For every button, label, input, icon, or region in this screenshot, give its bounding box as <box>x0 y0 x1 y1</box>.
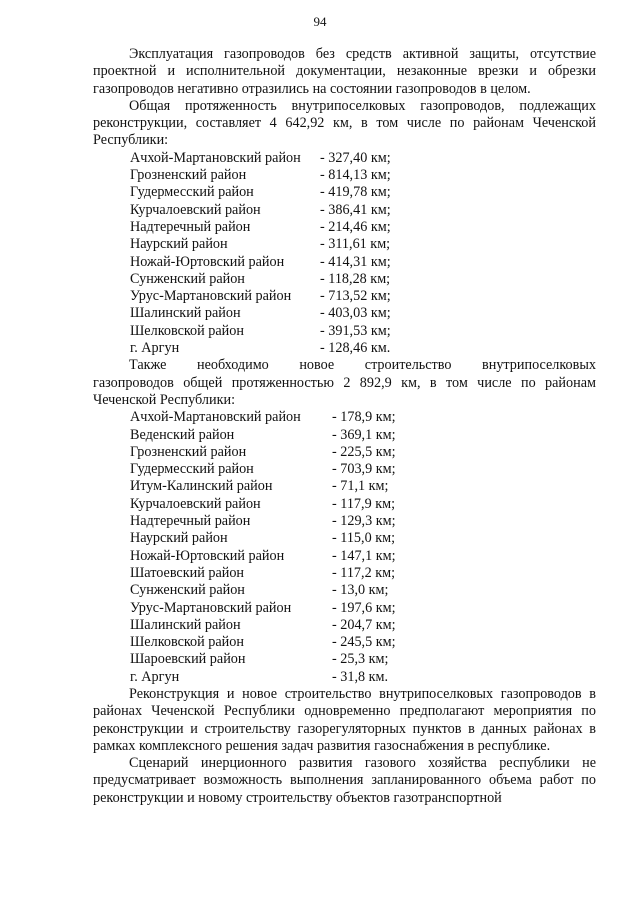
district-name: Итум-Калинский район <box>130 478 273 495</box>
district-length: - 197,6 км; <box>332 599 396 616</box>
district-length: - 414,31 км; <box>320 253 391 270</box>
district-length: - 386,41 км; <box>320 201 391 218</box>
district-row <box>130 634 596 651</box>
district-row <box>130 548 596 565</box>
district-row <box>130 219 596 236</box>
district-row <box>130 600 596 617</box>
district-name: Шалинский район <box>130 305 241 322</box>
district-name: Шатоевский район <box>130 564 245 581</box>
district-row <box>130 167 596 184</box>
word: Также <box>129 357 167 374</box>
district-length: - 419,78 км; <box>320 184 391 201</box>
district-name: Веденский район <box>130 426 235 443</box>
district-length: - 147,1 км; <box>332 547 396 564</box>
paragraph-construction-first-line <box>93 357 596 374</box>
word: внутрипоселковых <box>482 357 596 374</box>
word: необходимо <box>196 357 269 374</box>
district-length: - 245,5 км; <box>332 634 396 651</box>
district-row <box>130 496 596 513</box>
district-length: - 713,52 км; <box>320 288 391 305</box>
construction-district-list <box>130 409 596 686</box>
district-length: - 327,40 км; <box>320 149 391 166</box>
district-name: Ножай-Юртовский район <box>130 547 285 564</box>
district-length: - 204,7 км; <box>332 616 396 633</box>
district-row <box>130 323 596 340</box>
district-row <box>130 271 596 288</box>
district-row <box>130 461 596 478</box>
district-name: Наурский район <box>130 236 228 253</box>
district-name: Урус-Мартановский район <box>130 288 292 305</box>
district-row <box>130 617 596 634</box>
district-name: г. Аргун <box>130 340 180 357</box>
reconstruction-district-list <box>130 150 596 358</box>
district-row <box>130 202 596 219</box>
district-row <box>130 305 596 322</box>
district-length: - 118,28 км; <box>320 270 391 287</box>
district-name: Грозненский район <box>130 167 247 184</box>
district-row <box>130 565 596 582</box>
district-name: Курчалоевский район <box>130 201 261 218</box>
district-length: - 71,1 км; <box>332 478 389 495</box>
district-name: Надтеречный район <box>130 218 251 235</box>
district-name: Ножай-Юртовский район <box>130 253 285 270</box>
district-name: Урус-Мартановский район <box>130 599 292 616</box>
district-length: - 403,03 км; <box>320 305 391 322</box>
district-row <box>130 340 596 357</box>
district-row <box>130 150 596 167</box>
district-name: Гудермесский район <box>130 184 254 201</box>
district-row <box>130 254 596 271</box>
district-length: - 13,0 км; <box>332 582 389 599</box>
district-row <box>130 582 596 599</box>
district-length: - 117,9 км; <box>332 495 396 512</box>
district-length: - 128,46 км. <box>320 340 391 357</box>
district-name: Наурский район <box>130 530 228 547</box>
paragraph-operation: Эксплуатация газопроводов без средств активной защиты, отсутствие проектной и исполнительной документации, незаконные врезки и обрезки газопроводов негативно отразились на состоянии газопроводов в целом. <box>93 46 596 97</box>
district-row <box>130 427 596 444</box>
district-row <box>130 478 596 495</box>
district-row <box>130 530 596 547</box>
district-row <box>130 669 596 686</box>
district-row <box>130 513 596 530</box>
district-length: - 129,3 км; <box>332 513 396 530</box>
paragraph-construction <box>93 357 596 409</box>
district-name: Надтеречный район <box>130 513 251 530</box>
paragraph-construction-rest: газопроводов общей протяженностью 2 892,9 км, в том числе по районам Чеченской Республики: <box>93 374 596 408</box>
district-name: г. Аргун <box>130 668 180 685</box>
district-length: - 31,8 км. <box>332 668 389 685</box>
word: новое <box>299 357 335 374</box>
district-length: - 115,0 км; <box>332 530 396 547</box>
district-name: Шароевский район <box>130 651 246 668</box>
district-name: Ачхой-Мартановский район <box>130 149 301 166</box>
district-length: - 225,5 км; <box>332 443 396 460</box>
district-name: Шелковской район <box>130 634 244 651</box>
district-length: - 25,3 км; <box>332 651 389 668</box>
district-row <box>130 288 596 305</box>
district-length: - 703,9 км; <box>332 461 396 478</box>
paragraph-grp: Реконструкция и новое строительство внутрипоселковых газопроводов в районах Чеченской Республики одновременно предполагают мероприятия по реконструкции и строительству газорегуляторных пунктов в данных районах в рамках комплексного решения задач развития газоснабжения в республике. <box>93 685 596 754</box>
district-name: Грозненский район <box>130 443 247 460</box>
district-length: - 214,46 км; <box>320 218 391 235</box>
word: строительство <box>364 357 452 374</box>
district-length: - 311,61 км; <box>320 236 391 253</box>
paragraph-reconstruction-total: Общая протяженность внутрипоселковых газопроводов, подлежащих реконструкции, составляет 4 642,92 км, в том числе по районам Чеченской Республики: <box>93 97 596 149</box>
district-row <box>130 409 596 426</box>
district-row <box>130 184 596 201</box>
district-length: - 117,2 км; <box>332 564 396 581</box>
district-name: Шелковской район <box>130 322 244 339</box>
document-body <box>93 46 596 807</box>
paragraph-scenario: Сценарий инерционного развития газового хозяйства республики не предусматривает возможность выполнения запланированного объема работ по реконструкции и новому строительству объектов газотранспортной <box>93 755 596 806</box>
district-row <box>130 651 596 668</box>
district-length: - 369,1 км; <box>332 426 396 443</box>
district-name: Сунженский район <box>130 270 245 287</box>
district-length: - 391,53 км; <box>320 322 391 339</box>
district-length: - 178,9 км; <box>332 409 396 426</box>
district-row <box>130 236 596 253</box>
district-row <box>130 444 596 461</box>
district-name: Гудермесский район <box>130 461 254 478</box>
district-name: Шалинский район <box>130 616 241 633</box>
district-name: Сунженский район <box>130 582 245 599</box>
district-name: Курчалоевский район <box>130 495 261 512</box>
district-length: - 814,13 км; <box>320 167 391 184</box>
page-number: 94 <box>313 14 327 29</box>
district-name: Ачхой-Мартановский район <box>130 409 301 426</box>
